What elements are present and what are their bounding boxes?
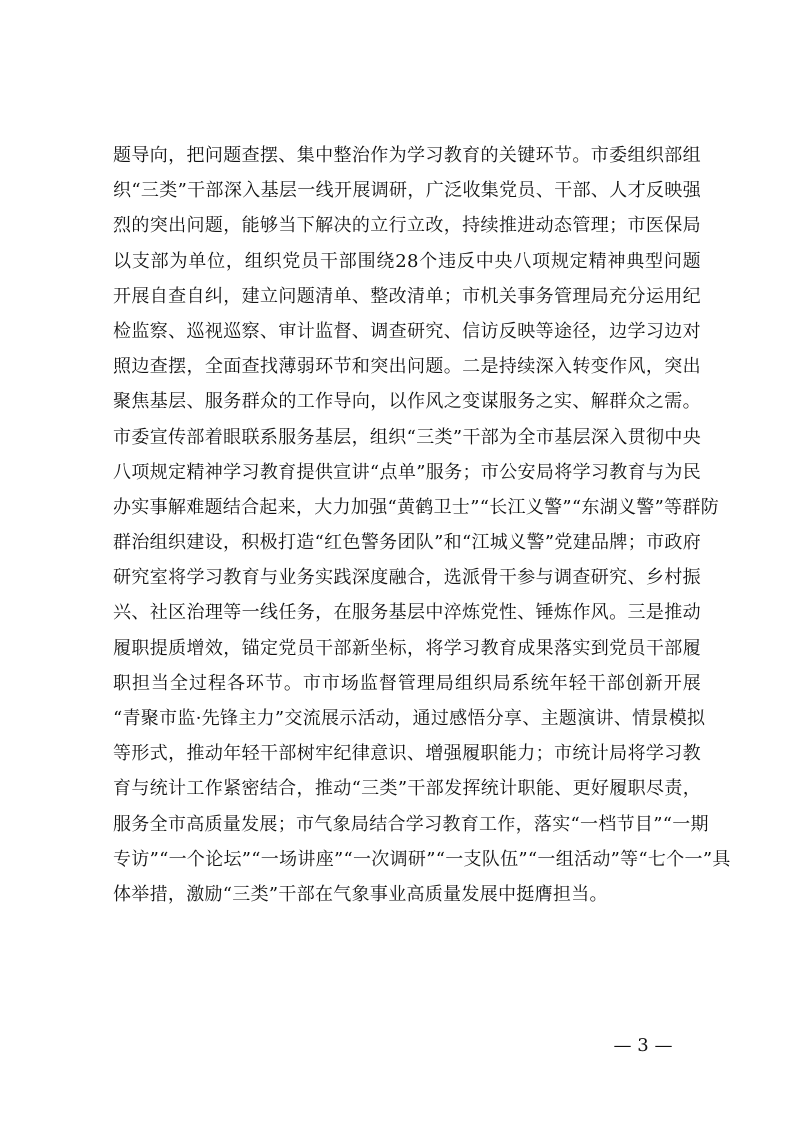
text-line: 体举措，激励“三类”干部在气象事业高质量发展中挺膺担当。 <box>113 883 608 905</box>
text-line: 履职提质增效，锚定党员干部新坐标，将学习教育成果落实到党员干部履 <box>113 637 701 659</box>
text-line: 检监察、巡视巡察、审计监督、调查研究、信访反映等途径，边学习边对 <box>113 320 701 342</box>
text-line: 等形式，推动年轻干部树牢纪律意识、增强履职能力；市统计局将学习教 <box>113 743 701 765</box>
text-line: 织“三类”干部深入基层一线开展调研，广泛收集党员、干部、人才反映强 <box>113 180 701 202</box>
body-paragraph <box>113 138 731 912</box>
text-line: 市委宣传部着眼联系服务基层，组织“三类”干部为全市基层深入贯彻中央 <box>113 426 701 448</box>
text-line: “青聚市监·先锋主力”交流展示活动，通过感悟分享、主题演讲、情景模拟 <box>113 708 706 729</box>
text-line: 照边查摆，全面查找薄弱环节和突出问题。二是持续深入转变作风，突出 <box>113 356 701 378</box>
text-line: 服务全市高质量发展；市气象局结合学习教育工作，落实“一档节目”“一期 <box>113 813 709 835</box>
page-number: — 3 — <box>613 1035 673 1056</box>
text-line: 八项规定精神学习教育提供宣讲“点单”服务；市公安局将学习教育与为民 <box>113 461 701 483</box>
text-line: 研究室将学习教育与业务实践深度融合，选派骨干参与调查研究、乡村振 <box>113 567 701 589</box>
text-line: 开展自查自纠，建立问题清单、整改清单；市机关事务管理局充分运用纪 <box>113 285 701 307</box>
text-line: 兴、社区治理等一线任务，在服务基层中淬炼党性、锤炼作风。三是推动 <box>113 602 701 624</box>
text-line: 群治组织建设，积极打造“红色警务团队”和“江城义警”党建品牌；市政府 <box>113 532 701 554</box>
text-line: 职担当全过程各环节。市市场监督管理局组织局系统年轻干部创新开展 <box>113 672 701 694</box>
text-line: 聚焦基层、服务群众的工作导向，以作风之变谋服务之实、解群众之需。 <box>113 391 701 413</box>
text-line: 育与统计工作紧密结合，推动“三类”干部发挥统计职能、更好履职尽责， <box>113 778 701 800</box>
text-line: 题导向，把问题查摆、集中整治作为学习教育的关键环节。市委组织部组 <box>113 145 701 166</box>
text-line: 以支部为单位，组织党员干部围绕28个违反中央八项规定精神典型问题 <box>113 250 701 272</box>
text-line: 烈的突出问题，能够当下解决的立行立改，持续推进动态管理；市医保局 <box>113 215 701 237</box>
text-line: 专访”“一个论坛”“一场讲座”“一次调研”“一支队伍”“一组活动”等“七个一”具 <box>113 848 731 870</box>
text-line: 办实事解难题结合起来，大力加强“黄鹤卫士”“长江义警”“东湖义警”等群防 <box>113 496 720 518</box>
